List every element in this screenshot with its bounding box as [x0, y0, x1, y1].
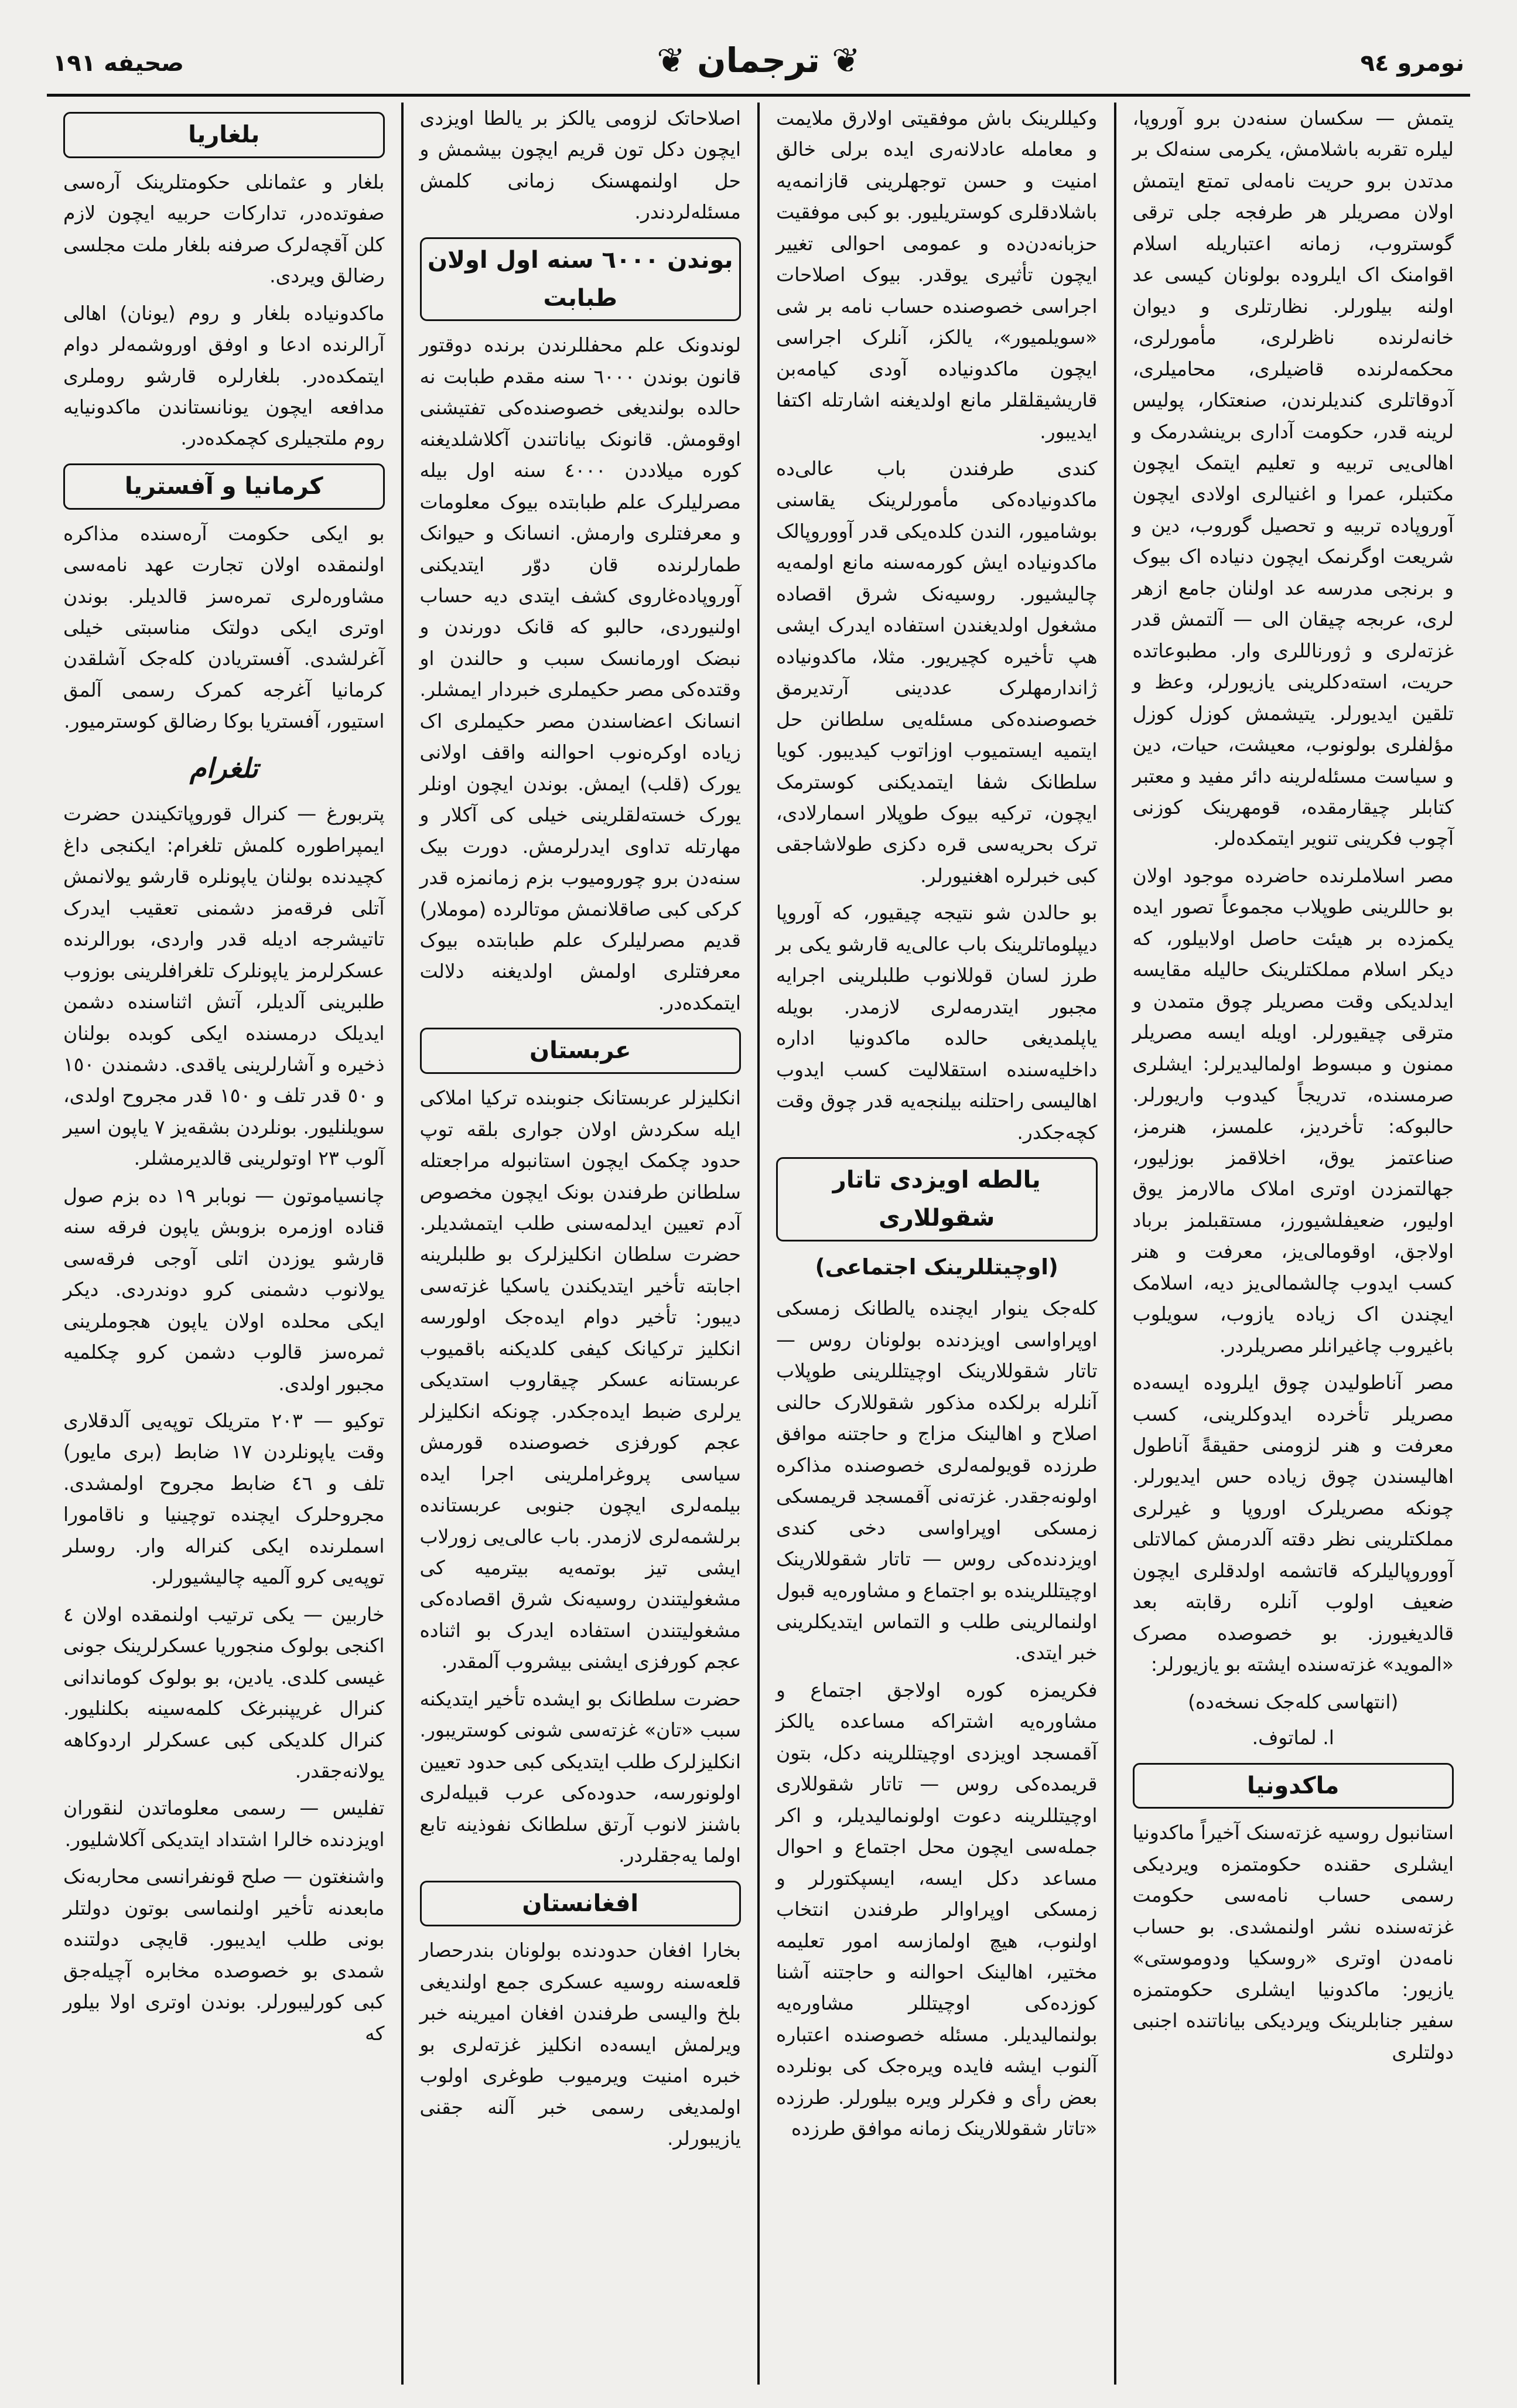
- issue-number: نومرو ٩٤: [1360, 50, 1464, 77]
- article-paragraph: وکیللرینک باش موفقیتی اولارق ملایمت و معامله عادلانه‌ری ایده برلی خالق امنیت و حسن توجهلرینی قازانمه‌یه باشلادقلری کوستریلیور. بو کبی موفقیت حزبانه‌دن‌ده و عمومی احوالی تغییر ایچون تأثیری یوقدر. بیوک اصلاحات اجراسی خصوصنده حساب نامه بر شی «سویلمیور»، یالکز، آنلرک اجراسی ایچون ماکدونیاده آودی کیامه‌بن قاریشیقلقلر مانع اولدیغنه اشارتله اکتفا ایدیبور.: [776, 107, 1098, 443]
- column-4: [47, 103, 404, 2385]
- article-paragraph: لوندونک علم محفللرندن برنده دوقتور قانون بوندن ٦٠٠٠ سنه مقدم طبابت نه حالده بولندیغی خصوصنده‌کی تفتیشنی اوقومش. قانونک بیاناتندن آکلاشلدیغنه کوره میلاددن ٤٠٠٠ سنه اول بیله مصرلیلرک علم طبابتده بیوک معلومات و معرفتلری وارمش. انسانک و حیوانک طمارلرنده قان دوّر ایتدیکنی آوروپاده‌غاروی کشف ایتدی دیه حساب اولنیوردی، حالبو که قانک دورندن و نبضک اورمانسک سبب و حالندن او وقتده‌کی مصر حکیملری خبردار ایمشلر. انسانک اعضاسندن مصر حکیملری اک زیاده اوکره‌نوب احوالنه واقف اولانی یورک (قلب) ایمش. بوندن ایچون اونلر یورک خسته‌لقلرینی خیلی کی آکلار و مهارتله تداوی ایدرلرمش. دورت بیک سنه‌دن برو چورومیوب بزم زمانمزه قدر کرکی کبی صاقلانمش موتالرده (موملار) قدیم مصرلیلرک علم طبابتده بیوک معرفتلری اولمش اولدیغنه دلالت ایتمکده‌در.: [419, 333, 741, 1014]
- ornament-icon: ❦: [657, 40, 698, 80]
- newspaper-title: [53, 40, 1464, 80]
- article-paragraph: استانبول روسیه غزته‌سنک آخیراً ماکدونیا ایشلری حقنده حکومتمزه ویردیکی رسمی حساب نامه‌سی حکومت غزته‌سنده نشر اولنمشدی. بو حساب نامه‌دن اوتری «روسکیا ودوموستی» یازیور: ماکدونیا ایشلری حکومتمزه سفیر جنابلرینک ویردیکی بیاناتنده اجنبی دولتلری: [1132, 1821, 1454, 2063]
- article-paragraph: کندی طرفندن باب عالی‌ده ماکدونیاده‌کی مأمورلرینک یقاسنی بوشامیور، الندن کلده‌یکی قدر آووروپالک ماکدونیاده ایش کورمه‌سنه مانع اولمه‌یه چالیشیور. روسیه‌نک شرق اقصاده مشغول اولدیغندن استفاده ایدرک ایشی هپ تأخیره کچیریور. مثلا، ماکدونیاده ژاندارمهلرک عددینی آرتدیرمق خصوصنده‌کی مسئله‌یی سلطانن حل ایتمیه ایستمیوب اوزاتوب کیدیبور. کویا سلطانک شفا ایتمدیکنی کوسترمک ایچون، ترکیه بیوک طوپلار اسمارلادی، ترک بحریه‌سی قره دکزی طولاشاجقی کبی خبرلره اهغنیورلر.: [776, 456, 1098, 887]
- article-signature: (انتهاسی کله‌جک نسخه‌ده): [1188, 1690, 1399, 1713]
- masthead: [53, 32, 1464, 88]
- article-paragraph: چانسیاموتون — نوبابر ١٩ ده بزم صول قناده اوزمره بزوبش یاپون فرقه سنه قارشو یوزدن اتلی آوجی فرقه‌سی یولانوب دشمنی کرو دوندردی. دیکر ایکی محلده اولان یاپون هجوملرینی ثمره‌سز قالوب دشمن کرو چکلمیه مجبور اولدی.: [63, 1183, 385, 1395]
- article-paragraph: کله‌جک ینوار ایچنده یالطانک زمسکی اوپراواسی اویزدنده بولونان روس — تاتار شقوللارینک اوچیتللرینی طوپلاب آنلرله برلکده مذکور شقوللارک حالنی اصلاح و اهالینک مزاج و حاجتنه موافق طرزده قویولمه‌لری خصوصنده مذاکره اولونه‌جقدر. غزته‌نی آقمسجد قریمسکی زمسکی اوپراواسی دخی کندی اویزدنده‌کی روس — تاتار شقوللارینک اوچیتللرینده بو اجتماع و مشاوره‌یه قبول اولنمالرینی طلب و التماس ایتدیکلرینی خبر ایتدی.: [776, 1297, 1098, 1665]
- article-paragraph: بو حالدن شو نتیجه چیقیور، که آوروپا دیپلوماتلرینک باب عالی‌یه قارشو یکی بر طرز لسان قوللانوب طلبلرینی اجرایه مجبور ایتدرمه‌لری لازمدر. بویله یاپلمدیغی حالده ماکدونیا اداره داخلیه‌سنده استقلالیت کسب ایدوب اهالیسی راحتلنه بیلنجه‌یه قدر چوق وقت کچه‌جکدر.: [776, 901, 1098, 1144]
- article-paragraph: حضرت سلطانک بو ایشده تأخیر ایتدیکنه سبب «تان» غزته‌سی شونی کوستریبور. انکلیزلرک طلب ایتدیکی کبی حدود تعیین اولونورسه، حدوده‌کی عرب قبیله‌لری باشنز لانوب آرتق سلطانک نفوذینه تابع اولما یه‌جقلردر.: [419, 1687, 741, 1867]
- article-paragraph: واشنغتون — صلح قونفرانسی محاربه‌نک مابعدنه تأخیر اولنماسی بوتون دولتلر بونی طلب ایدیبور. قایچی دولتنده شمدی بو خصوصده مخابره آچیله‌جق کبی کورلیبورلر. بوندن اوتری اولا بیلور که: [63, 1865, 385, 2045]
- columns-container: [47, 103, 1470, 2385]
- ornament-icon: ❦: [819, 40, 860, 80]
- article-paragraph: توکیو — ٢٠٣ متریلک توپه‌یی آلدقلاری وقت یاپونلردن ١٧ ضابط (بری مایور) تلف و ٤٦ ضابط مجروح اولمشدی. مجروحلرک ایچنده توچینیا و ناقامورا اسملرنده ایکی کنراله وار. روسلر توپه‌یی کرو آلمیه چالیشیورلر.: [63, 1408, 385, 1589]
- section-subheading: (اوچیتللرینک اجتماعی): [815, 1254, 1058, 1280]
- page-number: صحیفه ١٩١: [53, 50, 184, 77]
- article-paragraph: پتربورغ — کنرال قوروپاتکیندن حضرت ایمپراطوره کلمش تلغرام: ایکنجی داغ کچیدنده بولنان یاپونلره قارشو یولانمش آتلی فرقه‌مز دشمنی تعقیب ایدرک تاتیشرجه ادیله قدر واردی، بورالرنده عسکرلرمز یاپونلرک تلغرافلرینی بوزوب طلبرینی آلدیلر، آتش اثناسنده دشمن ایدیلک درمسنده ایکی کوبده بولنان ذخیره و آشارلرینی یاقدی. دشمندن ١٥٠ و ٥٠ قدر تلف و ١٥٠ قدر مجروح اولدی، سویلنلیور. بونلردن بشقه‌یز ٧ یاپون اسیر آلوب ٢٣ اوتولرینی قالدیرمشلر.: [63, 802, 385, 1170]
- article-paragraph: مصر اسلاملرنده حاضرده موجود اولان بو حاللرینی طوپلاب مجموعاً تصور ایده یکمزده بر هیئت حاصل اولابیلور، که دیکر اسلام مملکتلرینک حالیله مقایسه ایدلدیکی وقت مصریلر چوق متمدن و مترقی چیقیورلر. اویله ایسه مصریلر ممنون و مبسوط اولمالیدیرلر: ایشلری صرمسنده، تدریجاً کیدوب واریورلر. حالبوکه: تأخردیز، علمسز، هنرمز، صناعتمز یوق، اخلاقمز بوزلیور، جهالتمزدن اوتری املاک مالارمز یوق اولیور، ضعیفلشیورز، مستقبلمز برباد اولاجق، اوقومالی‌یز، معرفت و هنر کسب ایدوب چالشمالی‌یز دیه، اسلامک ایچندن اک زیاده یازوب، سویلوب باغیروب چاغیرانلر مصریلردر.: [1132, 864, 1454, 1357]
- article-paragraph: انکلیزلر عربستانک جنوبنده ترکیا املاکی ایله سکردش اولان جواری بلقه توپ حدود چکمک ایچون استانبوله مراجعتله سلطانن طرفندن بونک ایچون مخصوص آدم تعیین ایدلمه‌سنی طلب ایتمشدیلر. حضرت سلطان انکلیزلرک بو طلبلرینه اجابته تأخیر ایتدیکندن یاسکیا غزته‌سی دیبور: تأخیر دوام ایده‌جک اولورسه انکلیز ترکیانک کیفی کلدیکنه باقمیوب عربستانه عسکر چیقاروب استدیکی یرلری ضبط ایده‌جکدر. چونکه انکلیزلر عجم کورفزی خصوصنده قورمش سیاسی پروغراملرینی اجرا ایده بیلمه‌لری ایچون جنوبی عربستانده برلشمه‌لری لازمدر. باب عالی‌یی زورلاب ایشی تیز بوتمه‌یه بیترمیه کی مشغولیتندن روسیه‌نک شرق اقصاده‌کی مشغولیتندن استفاده ایدرک بو اثناده عجم کورفزی ایشنی بیشروب آلمقدر.: [419, 1086, 741, 1673]
- article-paragraph: بخارا افغان حدودنده بولونان بندرحصار قلعه‌سنه روسیه عسکری جمع اولندیغی بلخ والیسی طرفندن افغان امیرینه خبر ویرلمش ایسه‌ده انکلیز غزته‌لری بو خبره امنیت ویرمیوب طوغری اولوب اولمدیغی رسمی خبر آلنه جقنی یازیبورلر.: [419, 1939, 741, 2150]
- section-heading: بلغاریا: [63, 112, 385, 158]
- section-heading: بوندن ٦٠٠٠ سنه اول اولان طبابت: [420, 237, 742, 322]
- article-paragraph: اصلاحاتک لزومی یالکز بر یالطا اویزدی ایچون دکل تون قریم ایچون بیشمش و حل اولنمهسنک زمانی کلمش مسئله‌لردندر.: [419, 107, 741, 224]
- article-paragraph: تفلیس — رسمی معلوماتدن لنقوران اویزدنده خالرا اشتداد ایتدیکی آکلاشلیور.: [63, 1796, 385, 1851]
- article-paragraph: فکریمزه کوره اولاجق اجتماع و مشاوره‌یه اشتراکه مساعده یالکز آقمسجد اویزدی اوچیتللرینه دکل، بتون قریمده‌کی روس — تاتار شقوللاری اوچیتللرینه دعوت اولونمالیدیلر، و اکر جمله‌سی ایچون محل اجتماع و احوال مساعد دکل ایسه، ایسپکتورلر و زمسکی اوپراوالر طرفندن انتخاب اولنوب، هیچ اولمازسه امور تعلیمه مختیر، اهالینک احوالنه و حاجتنه آشنا کوزده‌کی اوچیتللر مشاوره‌یه بولنمالیدیلر. مسئله خصوصنده اعتباره آلنوب ایشه فایده ویره‌جک کی بونلرده بعض رأی و فکرلر ویره بیلورلر. طرزده «تاتار شقوللارینک زمانه موافق طرزده: [776, 1678, 1098, 2140]
- section-heading: تلغرام: [189, 752, 258, 784]
- section-heading: عربستان: [420, 1028, 742, 1074]
- column-1: [1116, 103, 1471, 2385]
- article-paragraph: مصر آناطولیدن چوق ایلروده ایسه‌ده مصریلر تأخرده ایدوکلرینی، کسب معرفت و هنر لزومنی حقیقةً آناطول اهالیسندن چوق زیاده حس ایدیورلر. چونکه مصریلرک اوروپا و غیرلری مملکتلرینی نظر دقته آلدرمش کمالاتلی آووروپالیلرکه قاتشمه اولدقلری ایچون ضعیف اولوب آنلره رقابته بعد قالدیغیورز. بو خصوصده مصرک «الموید» غزته‌سنده ایشته بو یازیورلر:: [1132, 1371, 1454, 1676]
- section-heading: یالطه اویزدی تاتار شقوللاری: [776, 1157, 1098, 1241]
- newspaper-title-text: ترجمان: [697, 40, 820, 80]
- article-paragraph: بلغار و عثمانلی حکومتلرینک آره‌سی صفوتده‌در، تدارکات حربیه ایچون لازم کلن آقچه‌لرک صرفنه بلغار ملت مجلسی رضالق ویردی.: [63, 170, 385, 288]
- article-paragraph: خاربین — یکی ترتیب اولنمقده اولان ٤ اکنجی بولوک منجوریا عسکرلرینک جونی غیسی کلدی. یادین، بو بولوک کوماندانی کنرال غریپنبرغک کلمه‌سینه بکلنلیور. کنرال کلدیکی کبی عسکرلر اردوکاهه یولانه‌جقدر.: [63, 1602, 385, 1782]
- article-paragraph: یتمش — سکسان سنه‌دن برو آوروپا، لیلره تقربه باشلامش، یکرمی سنه‌لک بر مدتدن برو حریت نامه‌لی تمتع ایتمش اولان مصریلر هر طرفجه جلی ترقی گوستروب، زمانه اعتباریله اسلام اقوامنک اک ایلروده بولونان کیسی عد اولنه بیلورلر. نظارتلری و دیوان خانه‌لرنده ناظرلری، مأمورلری، محکمه‌لرنده قاضیلری، محامیلری، آدوقاتلری کندیلرندن، صنعتکار، پولیس لرینه قدر، حکومت آداری برینشدرمک و اهالی‌یی تربیه و تعلیم ایتمک ایچون مکتبلر، عمرا و اغنیالری اولادی ایچون آوروپاده تربیه و تحصیل گوروب، دین و شریعت اوگرنمک ایچون دنیاده اک بیوک و برنجی مدرسه عد اولنان جامع ازهر لری، عربجه چیقان الی — آلتمش قدر غزته‌لری و ژورناللری وار. مطبوعاتده حریت، استه‌دکلرینی یازیورلر، وعظ و تلقین ایدیورلر. یتیشمش کوزل کوزل مؤلفلری بولونوب، معیشت، حیات، دین و سیاست مسئله‌لرینه دائر مفید و معتبر کتابلر چیقارمقده، قومهرینک کوزنی آچوب فکرینی تنویر ایتمکده‌لر.: [1132, 107, 1454, 850]
- article-paragraph: ماکدونیاده بلغار و روم (یونان) اهالی آرالرنده ادعا و اوفق اوروشمه‌لر دوام ایتمکده‌در. بلغارلره قارشو روملری مدافعه ایچون یونانستاندن ماکدونیایه روم ملتجیلری کچمکده‌در.: [63, 301, 385, 450]
- column-2: [760, 103, 1116, 2385]
- article-signature: ا. لماتوف.: [1252, 1726, 1334, 1749]
- column-3: [404, 103, 760, 2385]
- article-paragraph: بو ایکی حکومت آره‌سنده مذاکره اولنمقده اولان تجارت عهد نامه‌سی مشاوره‌لری تمره‌سز قالدیلر. بوندن اوتری ایکی دولتک مناسبتی خیلی آغرلشدی. آفستریادن کله‌جک آشلقدن کرمانیا آغرجه کمرک رسمی آلمق استیور، آفستریا بوکا رضالق کوسترمیور.: [63, 521, 385, 733]
- section-heading: کرمانیا و آفستریا: [63, 463, 385, 510]
- section-heading: افغانستان: [420, 1881, 742, 1927]
- section-heading: ماکدونیا: [1133, 1763, 1454, 1809]
- header-rule: [47, 94, 1470, 97]
